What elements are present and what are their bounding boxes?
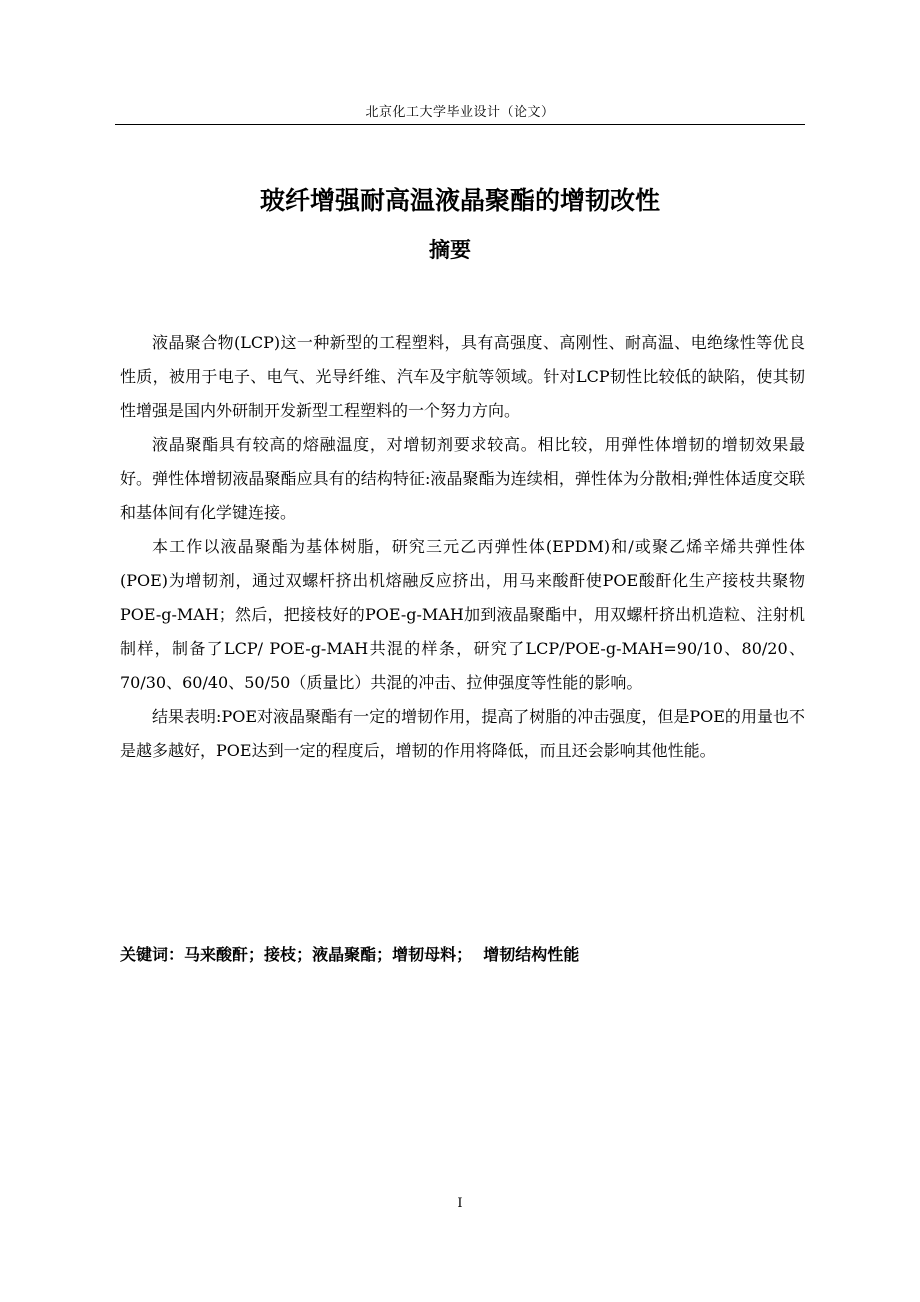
keyword-item: 接枝: [264, 945, 297, 964]
abstract-paragraph-4: 结果表明:POE对液晶聚酯有一定的增韧作用，提高了树脂的冲击强度，但是POE的用量也不是越多越好，POE达到一定的程度后，增韧的作用将降低，而且还会影响其他性能。: [120, 707, 805, 760]
keywords-line: [120, 941, 805, 969]
abstract-paragraph-2: 液晶聚酯具有较高的熔融温度，对增韧剂要求较高。相比较，用弹性体增韧的增韧效果最好。弹性体增韧液晶聚酯应具有的结构特征:液晶聚酯为连续相，弹性体为分散相;弹性体适度交联和基体间有化学键连接。: [120, 435, 805, 522]
keyword-separator: ；: [376, 945, 393, 964]
abstract-body: [120, 326, 805, 768]
abstract-paragraph-3: 本工作以液晶聚酯为基体树脂，研究三元乙丙弹性体(EPDM)和/或聚乙烯辛烯共弹性体(POE)为增韧剂，通过双螺杆挤出机熔融反应挤出，用马来酸酐使POE酸酐化生产接枝共聚物POE-g-MAH；然后，把接枝好的POE-g-MAH加到液晶聚酯中，用双螺杆挤出机造粒、注射机制样，制备了LCP/ POE-g-MAH共混的样条，研究了LCP/POE-g-MAH=90/10、80/20、70/30、60/40、50/50（质量比）共混的冲击、拉伸强度等性能的影响。: [120, 537, 805, 692]
abstract-paragraph-1: 液晶聚合物(LCP)这一种新型的工程塑料，具有高强度、高刚性、耐高温、电绝缘性等优良性质，被用于电子、电气、光导纤维、汽车及宇航等领域。针对LCP韧性比较低的缺陷，使其韧性增强是国内外研制开发新型工程塑料的一个努力方向。: [120, 333, 805, 420]
keyword-separator: ；: [296, 945, 313, 964]
keyword-item: 液晶聚酯: [312, 945, 377, 964]
abstract-heading: 摘要: [429, 238, 471, 262]
keyword-item: 增韧结构性能: [483, 945, 580, 964]
keyword-item: 增韧母料: [392, 945, 457, 964]
keyword-item: 马来酸酐: [184, 945, 249, 964]
running-header: 北京化工大学毕业设计（论文）: [365, 105, 555, 120]
keyword-separator: ；: [456, 945, 484, 964]
thesis-title: 玻纤增强耐高温液晶聚酯的增韧改性: [259, 186, 660, 215]
keyword-separator: ；: [248, 945, 265, 964]
keywords-label: 关键词：: [120, 945, 185, 964]
page-number: I: [457, 1196, 463, 1211]
header-divider: [115, 124, 805, 125]
